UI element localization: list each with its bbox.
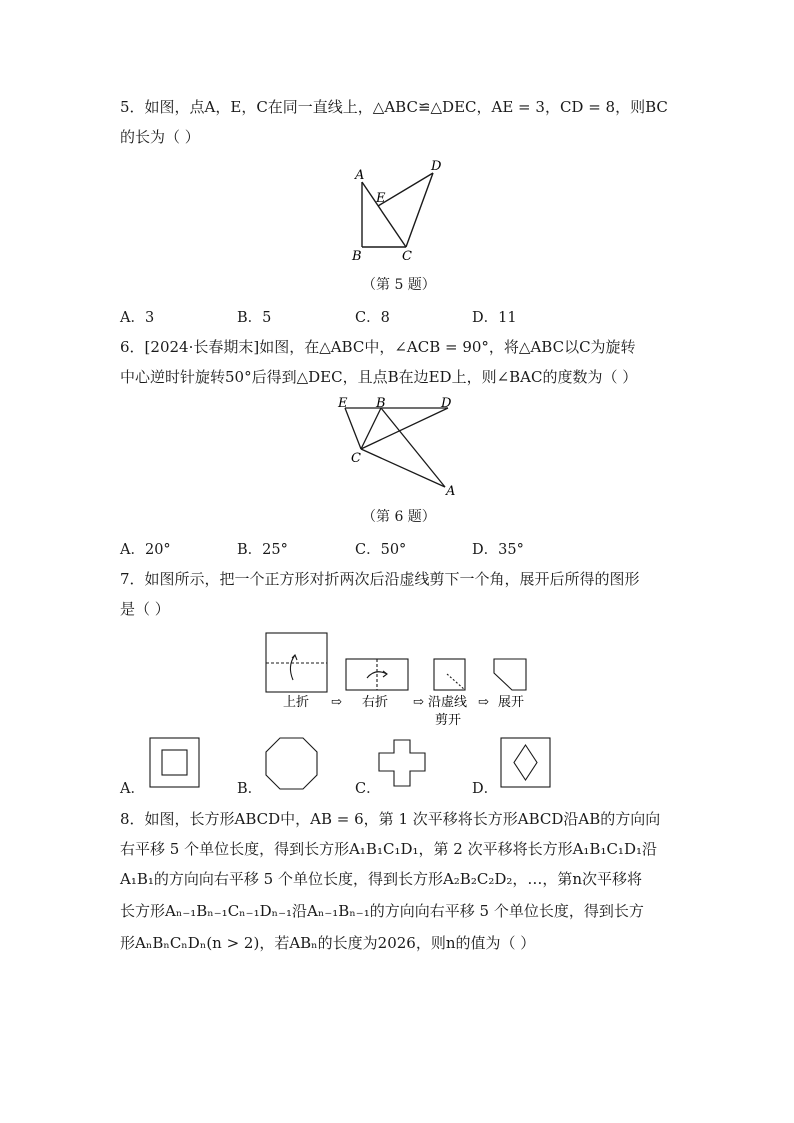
q6-segment-ec xyxy=(345,408,361,449)
q5-label-e: E xyxy=(376,191,386,206)
q7-option-b-letter: B． xyxy=(237,781,263,797)
q8-stem-line-4: 长方形Aₙ₋₁Bₙ₋₁Cₙ₋₁Dₙ₋₁沿Aₙ₋₁Bₙ₋₁的方向向右平移 5 个单位长度，得到长方 xyxy=(120,902,644,920)
q5-segment-dc xyxy=(406,173,433,247)
q7-label-up-fold: 上折 xyxy=(283,695,310,710)
q5-option-d: D．11 xyxy=(472,310,517,326)
q8-stem-line-1: 8．如图，长方形ABCD中，AB = 6，第 1 次平移将长方形ABCD沿AB的方向向 xyxy=(120,810,661,828)
q5-label-c: C xyxy=(402,249,412,264)
q5-label-d: D xyxy=(431,159,442,174)
q5-option-a: A．3 xyxy=(120,310,155,326)
q6-label-a: A xyxy=(446,484,456,499)
q5-option-b: B．5 xyxy=(237,310,272,326)
q6-segment-ca xyxy=(361,449,445,487)
q7-option-c-shape xyxy=(379,740,425,786)
q6-option-d: D．35° xyxy=(472,542,524,558)
q6-label-d: D xyxy=(441,396,452,411)
q7-folding-figure xyxy=(262,630,542,730)
q5-label-b: B xyxy=(352,249,362,264)
q6-stem-line-1: 6．[2024·长春期末]如图，在△ABC中，∠ACB = 90°，将△ABC以C为旋转 xyxy=(120,338,636,356)
q6-segment-cd xyxy=(361,408,448,449)
q7-double-arrow-icon-3: ⇨ xyxy=(478,695,489,710)
q7-stem-line-2: 是（ ） xyxy=(120,600,170,618)
q6-stem-line-2: 中心逆时针旋转50°后得到△DEC，且点B在边ED上，则∠BAC的度数为（ ） xyxy=(120,368,638,386)
q7-option-d-shape xyxy=(501,738,550,787)
q7-label-cut-2: 剪开 xyxy=(435,713,462,728)
q8-stem-line-3: A₁B₁的方向向右平移 5 个单位长度，得到长方形A₂B₂C₂D₂，…，第n次平移将 xyxy=(120,870,643,888)
q6-segment-ba xyxy=(381,408,445,487)
q7-option-a-shape xyxy=(150,738,199,787)
q7-fold-up-arrow-icon xyxy=(290,655,295,680)
q5-stem-line-1: 5．如图，点A，E，C在同一直线上，△ABC≌△DEC，AE = 3，CD = 8，则BC xyxy=(120,98,668,116)
q6-segment-bc xyxy=(361,408,381,449)
q5-caption: （第 5 题） xyxy=(362,277,436,293)
q7-double-arrow-icon-1: ⇨ xyxy=(331,695,342,710)
q8-stem-line-5: 形AₙBₙCₙDₙ(n > 2)，若ABₙ的长度为2026，则n的值为（ ） xyxy=(120,934,536,952)
q7-option-b-shape xyxy=(266,738,317,789)
q6-option-b: B．25° xyxy=(237,542,288,558)
q7-options-figure xyxy=(145,735,565,795)
q7-fold-right-arrowhead-icon xyxy=(383,671,387,677)
q5-stem-line-2: 的长为（ ） xyxy=(120,128,200,146)
q5-label-a: A xyxy=(355,168,365,183)
q7-stem-line-1: 7．如图所示，把一个正方形对折两次后沿虚线剪下一个角，展开后所得的图形 xyxy=(120,570,640,588)
q6-caption: （第 6 题） xyxy=(362,509,436,525)
q6-figure xyxy=(333,395,463,500)
q6-label-c: C xyxy=(351,451,361,466)
q7-label-cut-1: 沿虚线 xyxy=(428,695,468,710)
q7-option-a-letter: A． xyxy=(120,781,145,797)
q6-label-b: B xyxy=(376,396,386,411)
q7-double-arrow-icon-2: ⇨ xyxy=(413,695,424,710)
q5-option-c: C．8 xyxy=(355,310,390,326)
q7-cut-line xyxy=(447,674,465,690)
q5-figure xyxy=(345,155,450,265)
q7-label-unfold: 展开 xyxy=(498,695,525,710)
q5-segment-ed xyxy=(378,173,433,206)
q7-label-right-fold: 右折 xyxy=(362,695,389,710)
q8-stem-line-2: 右平移 5 个单位长度，得到长方形A₁B₁C₁D₁，第 2 次平移将长方形A₁B₁C₁D₁沿 xyxy=(120,840,657,858)
q6-option-a: A．20° xyxy=(120,542,171,558)
q7-option-d-letter: D． xyxy=(472,781,499,797)
q6-option-c: C．50° xyxy=(355,542,407,558)
q6-label-e: E xyxy=(338,396,348,411)
q7-option-c-letter: C． xyxy=(355,781,381,797)
q7-cut-result-shape xyxy=(494,659,526,690)
